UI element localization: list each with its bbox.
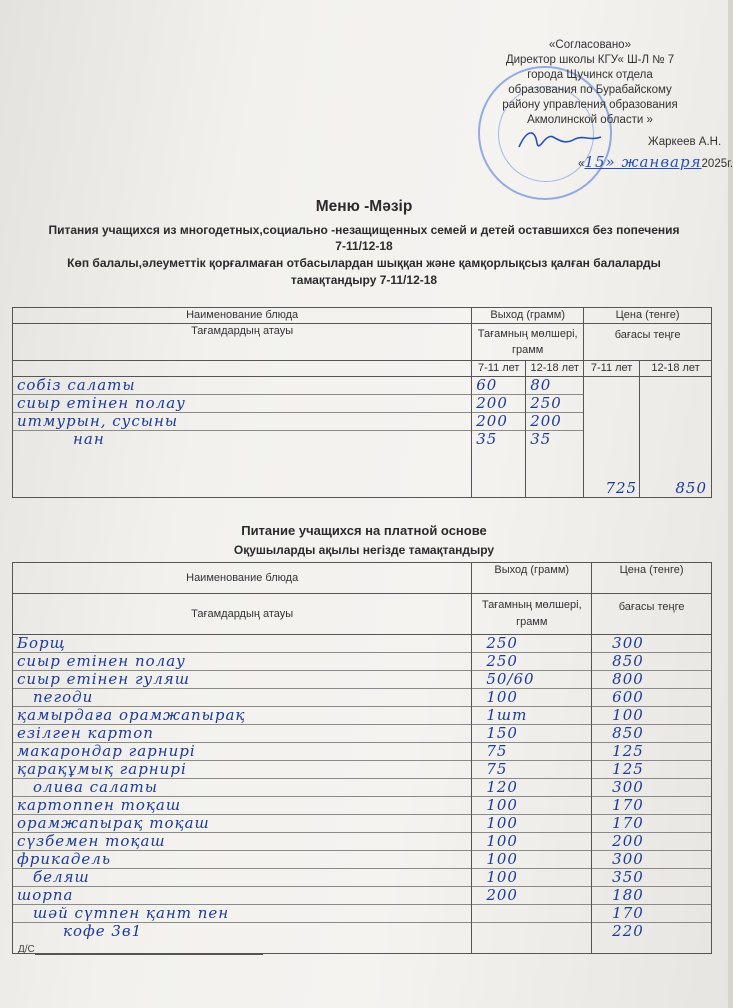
age-header: 7-11 лет — [584, 361, 640, 377]
dish-price: 125 — [592, 743, 711, 761]
dish-name: сиыр етінен полау — [13, 395, 471, 413]
dish-grams: 150 — [472, 725, 591, 743]
approval-date: «15» жанваря2025г. — [578, 153, 733, 171]
dish-name: сүзбемен тоқаш — [13, 833, 471, 851]
age-header: 7-11 лет — [472, 361, 526, 377]
age-header: 12-18 лет — [640, 361, 712, 377]
grams-12-18: 80 — [526, 377, 583, 395]
grams-12-18: 250 — [526, 395, 583, 413]
approval-line: образования по Бурабайскому — [508, 84, 672, 96]
director-name: Жаркеев А.Н. — [648, 136, 722, 148]
dish-grams: 120 — [472, 779, 591, 797]
menu-subtitle-ru: Питания учащихся из многодетных,социально -незащищенных семей и детей оставшихся без попечения — [48, 223, 680, 237]
total-12-18: 850 — [675, 479, 707, 497]
col-header-price-ru: Цена (тенге) — [584, 308, 712, 324]
dish-name: шәй сүтпен қант пен — [13, 905, 471, 923]
col-header-name-kz: Тағамдардың атауы — [13, 324, 472, 361]
dish-grams — [472, 923, 591, 940]
dish-name: қамырдаға орамжапырақ — [13, 707, 471, 725]
dish-price: 180 — [592, 887, 711, 905]
dish-name: езілген картоп — [13, 725, 471, 743]
grams-7-11: 35 — [476, 430, 498, 448]
footer-label: Д/С — [18, 944, 35, 955]
col-header-price-kz: бағасы теңге — [584, 324, 712, 361]
dish-price: 170 — [592, 815, 711, 833]
dish-grams — [472, 905, 591, 923]
paid-meals-table — [12, 562, 712, 954]
dish-grams: 50/60 — [472, 671, 591, 689]
dish-grams: 200 — [472, 887, 591, 905]
dish-grams: 75 — [472, 761, 591, 779]
paid-title-ru: Питание учащихся на платной основе — [241, 523, 487, 538]
signature-icon — [515, 125, 605, 155]
col-header-output-ru: Выход (грамм) — [472, 563, 592, 594]
dish-name: Борщ — [13, 635, 471, 653]
dish-price: 300 — [592, 851, 711, 869]
dish-name: пегоди — [13, 689, 471, 707]
approval-line: «Согласовано» — [549, 39, 631, 51]
total-7-11: 725 — [605, 479, 638, 497]
dish-grams: 100 — [472, 851, 591, 869]
free-meals-table — [12, 307, 712, 498]
dish-price: 300 — [592, 779, 711, 797]
dish-grams: 75 — [472, 743, 591, 761]
approval-line: города Щучинск отдела — [527, 69, 653, 81]
dish-price: 850 — [592, 653, 711, 671]
col-header-output-ru: Выход (грамм) — [472, 308, 584, 324]
dish-name: олива салаты — [13, 779, 471, 797]
dish-name: нан — [73, 430, 105, 448]
dish-grams: 100 — [472, 833, 591, 851]
dish-name: картоппен тоқаш — [13, 797, 471, 815]
grams-7-11: 200 — [472, 413, 525, 431]
dish-price: 170 — [592, 905, 711, 923]
dish-name: қарақұмық гарнирі — [13, 761, 471, 779]
menu-subtitle-kz-age: тамақтандыру 7-11/12-18 — [290, 273, 438, 287]
menu-title: Меню -Мәзір — [315, 198, 413, 215]
paid-title-kz: Оқушыларды ақылы негізде тамақтандыру — [233, 543, 495, 557]
dish-grams: 100 — [472, 689, 591, 707]
dish-name: кофе 3в1 — [63, 922, 143, 940]
dish-name: беляш — [13, 869, 471, 887]
grams-12-18: 200 — [526, 413, 583, 431]
approval-line: Директор школы КГУ« Ш-Л № 7 — [505, 54, 675, 66]
dish-price: 125 — [592, 761, 711, 779]
menu-subtitle-ru-age: 7-11/12-18 — [335, 239, 393, 253]
dish-price: 600 — [592, 689, 711, 707]
dish-name: фрикадель — [13, 851, 471, 869]
dish-name: шорпа — [13, 887, 471, 905]
col-header-name-ru: Наименование блюда — [13, 308, 472, 324]
dish-price: 350 — [592, 869, 711, 887]
dish-price: 220 — [612, 922, 644, 940]
age-header: 12-18 лет — [526, 361, 584, 377]
dish-price: 170 — [592, 797, 711, 815]
dish-grams: 100 — [472, 869, 591, 887]
dish-grams: 1шт — [472, 707, 591, 725]
grams-12-18: 35 — [530, 430, 552, 448]
dish-grams: 100 — [472, 797, 591, 815]
dish-name: орамжапырақ тоқаш — [13, 815, 471, 833]
grams-7-11: 200 — [472, 395, 525, 413]
dish-price: 100 — [592, 707, 711, 725]
dish-name: макарондар гарнирі — [13, 743, 471, 761]
approval-line: району управления образования — [502, 99, 678, 111]
col-header-name-kz: Тағамдардың атауы — [13, 594, 472, 635]
col-header-name-ru: Наименование блюда — [13, 563, 472, 594]
dish-grams: 250 — [472, 635, 591, 653]
dish-price: 850 — [592, 725, 711, 743]
menu-subtitle-kz: Көп балалы,әлеуметтік қорғалмаған отбасылардан шыққан және қамқорлықсыз қалған балаларды — [67, 256, 661, 270]
col-header-output-kz: Тағамның мөлшері, грамм — [472, 594, 592, 635]
col-header-output-kz: Тағамның мөлшері, грамм — [472, 324, 584, 361]
dish-name: итмурын, сусыны — [13, 413, 471, 431]
col-header-price-ru: Цена (тенге) — [592, 563, 712, 594]
grams-7-11: 60 — [472, 377, 525, 395]
dish-grams: 250 — [472, 653, 591, 671]
dish-name: сиыр етінен полау — [13, 653, 471, 671]
dish-price: 800 — [592, 671, 711, 689]
footer-signature-line — [18, 944, 263, 955]
dish-grams: 100 — [472, 815, 591, 833]
approval-block — [470, 38, 733, 171]
col-header-price-kz: бағасы теңге — [592, 594, 712, 635]
dish-name: собіз салаты — [13, 377, 471, 395]
dish-price: 200 — [592, 833, 711, 851]
dish-price: 300 — [592, 635, 711, 653]
approval-line: Акмолинской области » — [527, 114, 653, 126]
dish-name: сиыр етінен гуляш — [13, 671, 471, 689]
